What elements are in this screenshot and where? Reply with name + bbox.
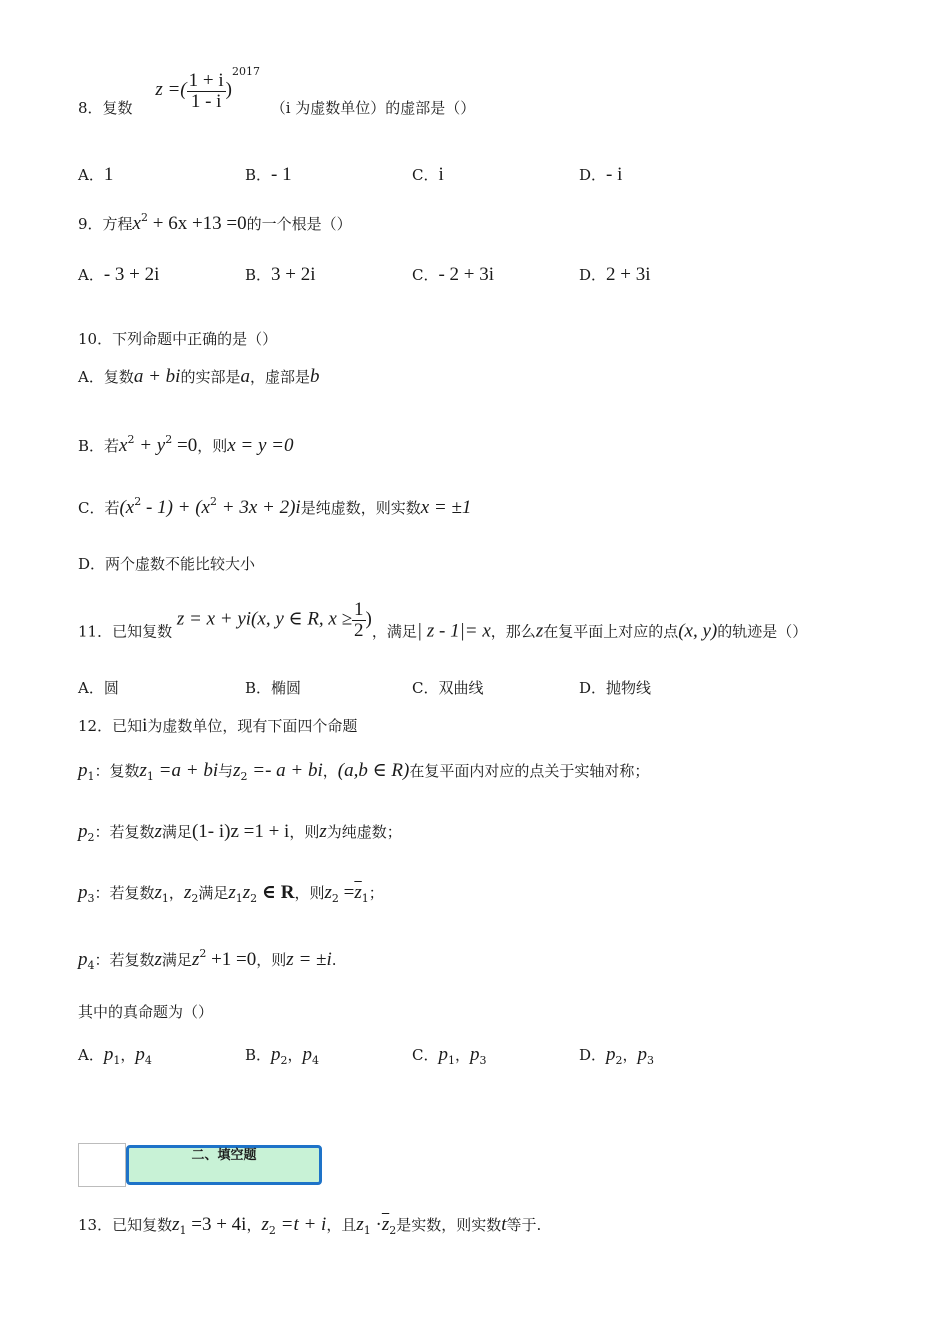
q10-option-d[interactable]: D．两个虚数不能比较大小 (78, 555, 256, 573)
q10-option-a[interactable]: A．复数a + bi的实部是a，虚部是b (78, 366, 320, 387)
q10-option-c[interactable]: C．若$(x^2 - 1) + (x^2 + 3x + 2)i$是纯虚数，则实数x = ±1 (78, 495, 472, 518)
question-11: 11．已知复数 z = x + yi(x, y ∈ R, x ≥ $\frac{1}{2}$ )，满足| z - 1|= x，那么z在复平面上对应的点(x, y)的轨迹是（） (78, 599, 808, 642)
proposition-p3: $p_3$：若复数$z_1$，$z_2$满足$z_1z_2$ ∈ R，则$z_2 =\overline{z}_1$； (78, 882, 384, 905)
section-header (78, 1143, 322, 1187)
question-12: 12．已知i为虚数单位，现有下面四个命题 (78, 715, 358, 736)
question-9: 9．方程$x^2 + 6x +13 =0$的一个根是（） (78, 211, 352, 234)
q8-option-b[interactable]: B．- 1 (245, 164, 292, 185)
section-title-tab (126, 1145, 322, 1185)
q12-option-c[interactable]: C．$p_1$，$p_3$ (412, 1044, 487, 1067)
question-11-formula: z = x + yi(x, y ∈ R, x ≥ $\frac{1}{2}$ ) (176, 599, 372, 641)
question-8-number: 8．复数 (78, 99, 133, 117)
q8-option-c[interactable]: C．i (412, 164, 444, 185)
question-8 (78, 65, 476, 130)
q11-option-d[interactable]: D．抛物线 (579, 679, 652, 697)
question-12-ask: 其中的真命题为（） (78, 1003, 214, 1021)
q12-option-d[interactable]: D．$p_2$，$p_3$ (579, 1044, 655, 1067)
q11-option-c[interactable]: C．双曲线 (412, 679, 484, 697)
q11-option-a[interactable]: A．圆 (78, 679, 119, 697)
score-box (78, 1143, 126, 1187)
q9-option-d[interactable]: D．2 + 3i (579, 264, 651, 285)
question-10: 10．下列命题中正确的是（） (78, 330, 278, 348)
q11-option-b[interactable]: B．椭圆 (245, 679, 302, 697)
q8-option-a[interactable]: A．1 (78, 164, 114, 185)
q12-option-a[interactable]: A．$p_1$，$p_4$ (78, 1044, 152, 1067)
question-8-formula: z =( $\frac{1 + i}{1 - i}$ )$^{2017}$ (155, 65, 260, 112)
proposition-p2: $p_2$：若复数z满足(1- i)z =1 + i，则z为纯虚数； (78, 821, 402, 844)
q12-option-b[interactable]: B．$p_2$，$p_4$ (245, 1044, 320, 1067)
q10-option-b[interactable]: B．若$x^2 + y^2 =0$，则x = y =0 (78, 433, 294, 456)
proposition-p1: $p_1$：复数$z_1 =a$ + bi与$z_2 =- a$ + bi，(a,b ∈ R)在复平面内对应的点关于实轴对称； (78, 760, 650, 783)
question-13: 13．已知复数$z_1 =3 + 4i$，$z_2 =t + i$，且$z_1 \cdot\overline{z}_2$是实数，则实数t等于. (78, 1214, 542, 1237)
proposition-p4: $p_4$：若复数z满足$z^2 +1 =0$，则z = ±i. (78, 947, 337, 972)
q9-option-a[interactable]: A．- 3 + 2i (78, 264, 160, 285)
question-8-tail: （i 为虚数单位）的虚部是（） (270, 99, 476, 117)
q9-option-b[interactable]: B．3 + 2i (245, 264, 316, 285)
section-title: 二、填空题 (191, 1148, 257, 1163)
q9-option-c[interactable]: C．- 2 + 3i (412, 264, 495, 285)
q8-option-d[interactable]: D．- i (579, 164, 623, 185)
